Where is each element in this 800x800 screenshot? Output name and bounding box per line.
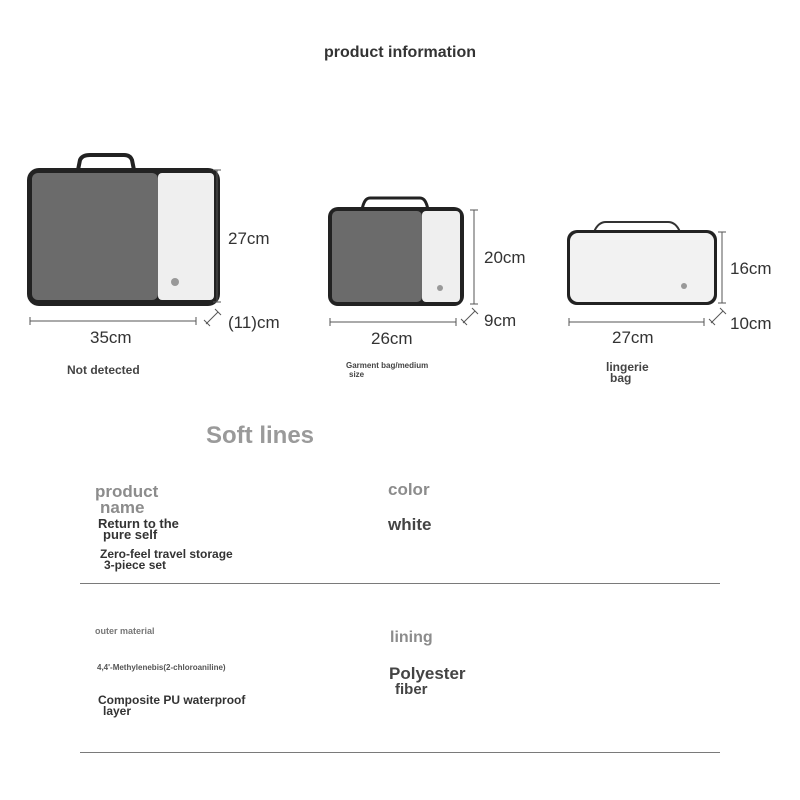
product-name-value-line2: pure self — [103, 527, 158, 542]
medium-bag-image — [328, 198, 464, 306]
outer-material-label: outer material — [95, 626, 155, 636]
lingerie-bag-height: 16cm — [730, 259, 772, 278]
medium-bag-width: 26cm — [371, 329, 413, 348]
outer-material-value-line2: layer — [103, 704, 132, 718]
lingerie-bag-caption-line2: bag — [610, 371, 632, 385]
lining-value-line1: Polyester — [389, 664, 466, 683]
large-bag-height: 27cm — [228, 229, 270, 248]
product-name-label-line2: name — [100, 498, 145, 517]
product-name-value-line1: Return to the — [98, 516, 179, 531]
color-value: white — [388, 515, 432, 534]
section-heading: Soft lines — [206, 422, 315, 444]
lingerie-bag-width: 27cm — [612, 328, 654, 347]
outer-material-chemical: 4,4'-Methylenebis(2-chloroaniline) — [97, 663, 226, 672]
divider-2 — [80, 752, 720, 753]
lingerie-bag-caption-line1: lingerie — [606, 360, 649, 374]
product-desc-line1: Zero-feel travel storage — [100, 547, 233, 561]
medium-bag-caption-line1: Garment bag/medium — [346, 361, 429, 370]
color-label: color — [388, 480, 430, 499]
page-title: product information — [324, 44, 476, 61]
lining-value-line2: fiber — [395, 681, 428, 698]
large-bag-caption: Not detected — [67, 363, 140, 377]
medium-bag-height: 20cm — [484, 248, 526, 267]
lingerie-bag-image — [567, 222, 717, 305]
medium-bag-caption-line2: size — [349, 370, 365, 379]
product-desc-line2: 3-piece set — [104, 558, 167, 572]
lining-label: lining — [390, 629, 433, 646]
large-bag-width: 35cm — [90, 328, 132, 347]
lingerie-bag-depth: 10cm — [730, 314, 772, 333]
divider-1 — [80, 583, 720, 584]
large-bag-depth: (11)cm — [228, 313, 280, 332]
large-bag-image — [27, 155, 220, 306]
outer-material-value-line1: Composite PU waterproof — [98, 693, 246, 707]
medium-bag-depth: 9cm — [484, 311, 517, 330]
product-name-label-line1: product — [95, 482, 159, 501]
